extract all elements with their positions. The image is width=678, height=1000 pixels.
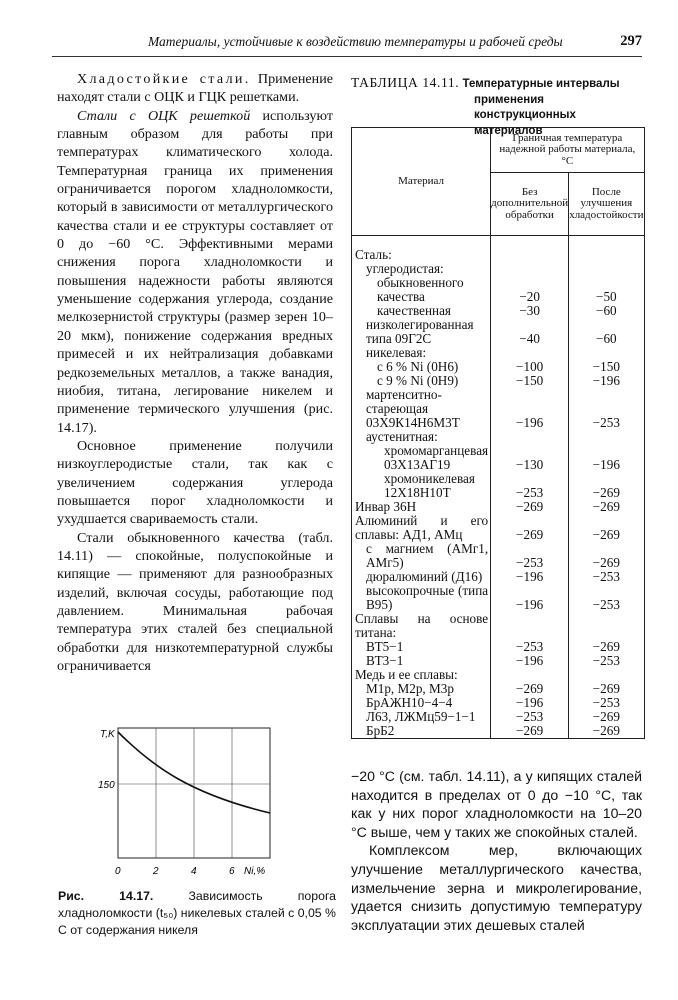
temp-no-treatment-cell: −196 <box>491 388 569 430</box>
table-row <box>352 318 645 346</box>
temp-after-treatment-cell: −150 <box>569 360 644 374</box>
temp-no-treatment-cell <box>491 430 569 444</box>
temp-after-treatment-cell: −269 <box>569 514 644 542</box>
temp-after-treatment-cell: −253 <box>569 570 644 584</box>
table-body <box>352 236 645 739</box>
paragraph-low-carbon: Основное применение получили низкоуглеродистые стали, так как с увеличением содержания углерода повышается порог хладноломкости и ухудшается свариваемость стали. <box>57 437 333 528</box>
temp-no-treatment-cell: −40 <box>491 318 569 346</box>
table-row <box>352 444 645 472</box>
figure-caption-label: Рис. 14.17. <box>58 889 154 903</box>
temp-after-treatment-cell: −196 <box>569 374 644 388</box>
table-row <box>352 388 645 430</box>
temp-no-treatment-cell: −253 <box>491 710 569 724</box>
temp-after-treatment-cell: −60 <box>569 304 644 318</box>
temp-after-treatment-cell: −253 <box>569 388 644 430</box>
material-name-cell: ВТ3−1 <box>352 654 491 668</box>
paragraph-heading: Хладостойкие стали. <box>77 71 251 87</box>
paragraph-ordinary-quality: Стали обыкновенного качества (табл. 14.11) — спокойные, полуспокойные и кипящие — применяют для разнообразных изделий, включая сосуды, работающие под давлением. Минимальная рабочая температура этих сталей без специальной обработки для низкотемпературной службы ограничивается <box>57 529 333 674</box>
temp-after-treatment-cell <box>569 430 644 444</box>
material-name-cell: дюралюминий (Д16) <box>352 570 491 584</box>
temp-no-treatment-cell: −269 <box>491 724 569 739</box>
left-column-text <box>57 70 333 675</box>
temp-no-treatment-cell: −253 <box>491 542 569 570</box>
table-row <box>352 500 645 514</box>
material-name-cell: хромомарганцевая 03Х13АГ19 <box>352 444 491 472</box>
material-name-cell: с 6 % Ni (0H6) <box>352 360 491 374</box>
paragraph-cold-resistant-steels: Хладостойкие стали. Применение находят стали с ОЦК и ГЦК решетками. <box>57 71 333 106</box>
temp-no-treatment-cell <box>491 668 569 682</box>
temp-no-treatment-cell: −196 <box>491 696 569 710</box>
running-header-title: Материалы, устойчивые к воздействию температуры и рабочей среды <box>148 34 563 49</box>
temp-after-treatment-cell: −269 <box>569 710 644 724</box>
temp-after-treatment-cell: −253 <box>569 696 644 710</box>
temp-no-treatment-cell <box>491 262 569 276</box>
material-name-cell: обыкновенного качества <box>352 276 491 304</box>
material-name-cell: ВТ5−1 <box>352 640 491 654</box>
material-name-cell: аустенитная: <box>352 430 491 444</box>
paragraph-bcc-steels: Стали с ОЦК решеткой используют главным образом для работы при температурах климатического холода. Температурная граница их применения ограничивается порогом хладноломкости, который в зависимости от металлургического качества стали и ее структуры составляет от 0 до −60 °С. Эффективными мерами снижения порога хладноломкости и повышения надежности работы являются уменьшение содержания углерода, создание мелкозернистой структуры (размер зерен 10–20 мкм), понижение содержания вредных примесей и их нейтрализация добавками редкоземельных металлов, а также ванадия, ниобия, титана, легирование никелем и применение термического улучшения (рис. 14.17). <box>57 107 333 436</box>
column-header-group: Граничная температура надежной работы материала, °С <box>491 128 644 173</box>
paragraph-complex-measures: Комплексом мер, включающих улучшение металлургического качества, измельчение зерна и микролегирование, удается снизить допустимую температуру эксплуатации этих дешевых сталей <box>351 842 642 933</box>
x-tick-0: 0 <box>115 866 121 877</box>
table-row <box>352 654 645 668</box>
material-name-cell: Медь и ее сплавы: <box>352 668 491 682</box>
table-row <box>352 430 645 444</box>
temp-after-treatment-cell <box>569 262 644 276</box>
figure-caption: Рис. 14.17. Зависимость порога хладноломкости (t₅₀) никелевых сталей с 0,05 % С от содержания никеля <box>58 889 336 937</box>
material-name-cell: с 9 % Ni (0H9) <box>352 374 491 388</box>
temp-after-treatment-cell <box>569 668 644 682</box>
temp-after-treatment-cell: −269 <box>569 472 644 500</box>
page-number: 297 <box>620 33 642 49</box>
temp-after-treatment-cell: −269 <box>569 640 644 654</box>
table-caption-title: Температурные интервалы <box>462 78 620 90</box>
material-name-cell: Инвар 36Н <box>352 500 491 514</box>
table-row <box>352 696 645 710</box>
materials-temperature-table <box>351 127 645 739</box>
table-row <box>352 640 645 654</box>
temp-after-treatment-cell: −196 <box>569 444 644 472</box>
material-name-cell: Алюминий и его сплавы: АД1, АМц <box>352 514 491 542</box>
table-row <box>352 570 645 584</box>
temp-after-treatment-cell: −269 <box>569 724 644 739</box>
right-column-text <box>351 767 642 934</box>
table-row <box>352 374 645 388</box>
table-row <box>352 612 645 640</box>
paragraph-rimmed-steels: −20 °С (см. табл. 14.11), а у кипящих сталей находится в пределах от 0 до −10 °С, так как у них порог хладноломкости на 10–20 °С выше, чем у таких же спокойных сталей. <box>351 768 642 840</box>
material-name-cell: М1р, М2р, М3р <box>352 682 491 696</box>
table-row <box>352 360 645 374</box>
temp-no-treatment-cell <box>491 236 569 263</box>
temp-no-treatment-cell: −196 <box>491 570 569 584</box>
temp-no-treatment-cell: −253 <box>491 640 569 654</box>
temp-no-treatment-cell: −130 <box>491 444 569 472</box>
temp-after-treatment-cell: −60 <box>569 318 644 346</box>
italic-term: Стали с ОЦК решеткой <box>77 107 251 124</box>
temp-no-treatment-cell: −196 <box>491 584 569 612</box>
material-name-cell: углеродистая: <box>352 262 491 276</box>
material-name-cell: низколегированная типа 09Г2С <box>352 318 491 346</box>
material-name-cell: Сталь: <box>352 236 491 263</box>
table-row <box>352 584 645 612</box>
y-axis-label: T,K <box>100 729 115 740</box>
x-axis-label: Ni,% <box>244 866 266 877</box>
temp-no-treatment-cell: −100 <box>491 360 569 374</box>
material-name-cell: Сплавы на основе титана: <box>352 612 491 640</box>
material-name-cell: БрАЖН10−4−4 <box>352 696 491 710</box>
figure-14-17-chart <box>90 718 290 878</box>
table-row <box>352 514 645 542</box>
material-name-cell: мартенситно-стареющая 03Х9К14Н6М3Т <box>352 388 491 430</box>
temp-after-treatment-cell: −253 <box>569 584 644 612</box>
temp-no-treatment-cell: −196 <box>491 654 569 668</box>
material-name-cell: Л63, ЛЖМц59−1−1 <box>352 710 491 724</box>
temp-after-treatment-cell: −269 <box>569 500 644 514</box>
temp-no-treatment-cell: −20 <box>491 276 569 304</box>
x-tick-4: 4 <box>191 866 197 877</box>
table-row <box>352 276 645 304</box>
temp-after-treatment-cell <box>569 236 644 263</box>
temp-after-treatment-cell: −253 <box>569 654 644 668</box>
y-tick-150: 150 <box>98 780 115 791</box>
material-name-cell: с магнием (АМг1, АМг5) <box>352 542 491 570</box>
table-row <box>352 668 645 682</box>
material-name-cell: качественная <box>352 304 491 318</box>
column-header-material: Материал <box>352 128 491 236</box>
temp-no-treatment-cell <box>491 346 569 360</box>
table-row <box>352 682 645 696</box>
x-tick-2: 2 <box>153 866 159 877</box>
temp-no-treatment-cell: −269 <box>491 682 569 696</box>
temp-after-treatment-cell: −269 <box>569 682 644 696</box>
table-caption-label: ТАБЛИЦА 14.11. <box>351 75 460 90</box>
temp-after-treatment-cell <box>569 612 644 640</box>
table-caption-title-cont: применения конструкционных материалов <box>474 93 576 137</box>
chart-svg <box>90 718 290 878</box>
header-divider <box>52 56 642 57</box>
x-tick-6: 6 <box>229 866 235 877</box>
table-row <box>352 262 645 276</box>
material-name-cell: БрБ2 <box>352 724 491 739</box>
table-row <box>352 472 645 500</box>
table-row <box>352 542 645 570</box>
table-row <box>352 236 645 263</box>
temp-no-treatment-cell: −269 <box>491 500 569 514</box>
material-name-cell: хромоникелевая 12Х18Н10Т <box>352 472 491 500</box>
temp-no-treatment-cell: −269 <box>491 514 569 542</box>
running-header <box>148 34 642 52</box>
column-header-no-treatment: Без дополнительной обработки <box>491 173 569 236</box>
temp-no-treatment-cell: −30 <box>491 304 569 318</box>
temp-no-treatment-cell: −253 <box>491 472 569 500</box>
column-header-after-treatment: После улучшения хладостойкости <box>569 173 644 236</box>
table-row <box>352 724 645 739</box>
material-name-cell: высокопрочные (типа В95) <box>352 584 491 612</box>
temp-no-treatment-cell: −150 <box>491 374 569 388</box>
table-row <box>352 304 645 318</box>
temp-no-treatment-cell <box>491 612 569 640</box>
temp-after-treatment-cell <box>569 346 644 360</box>
temp-after-treatment-cell: −50 <box>569 276 644 304</box>
material-name-cell: никелевая: <box>352 346 491 360</box>
temp-after-treatment-cell: −269 <box>569 542 644 570</box>
table-row <box>352 346 645 360</box>
table-row <box>352 710 645 724</box>
